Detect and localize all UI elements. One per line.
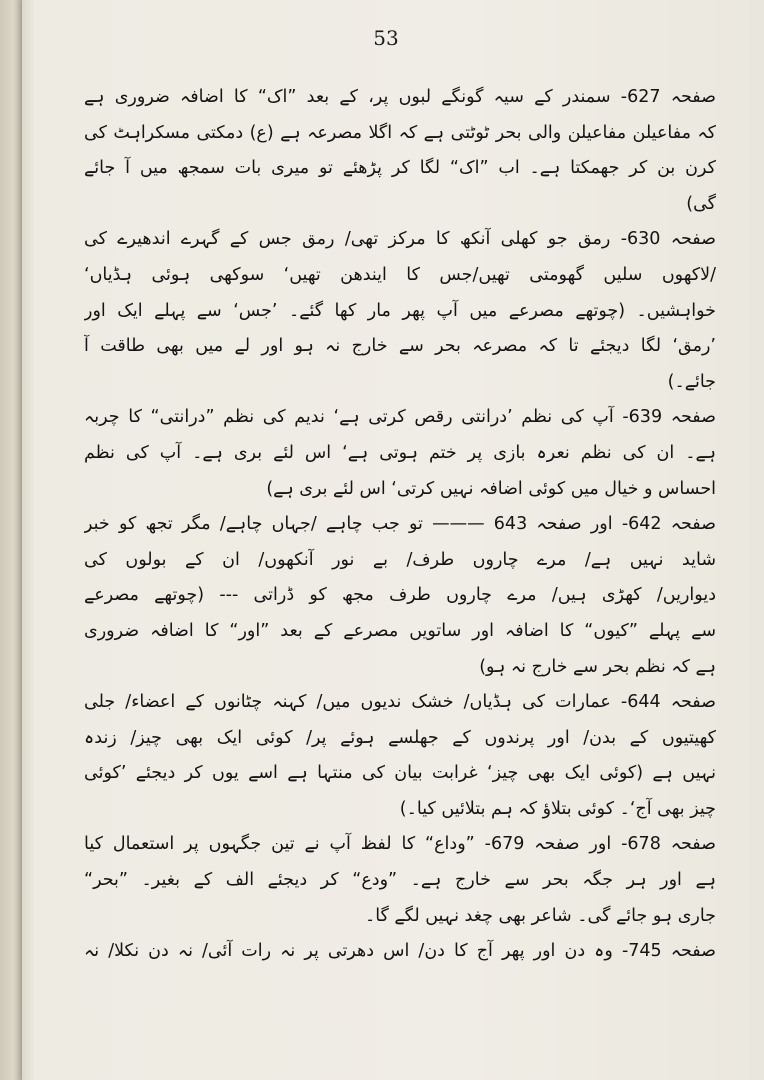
text-line: کرن بن کر جھمکتا ہے۔ اب ”اک“ لگا کر پڑھئے تو میری بات سمجھ میں آ جائے (84, 158, 716, 179)
book-gutter (0, 0, 22, 1080)
book-page (22, 0, 750, 1080)
text-line: ’رمق‘ لگا دیجئے تا کہ مصرعہ بحر سے خارج نہ ہو اور لے میں بھی طاقت آ (84, 336, 716, 357)
text-line: صفحہ 639- آپ کی نظم ’درانتی رقص کرتی ہے‘ ندیم کی نظم ”درانتی“ کا چربہ (84, 407, 716, 428)
text-line: کہ مفاعیلن مفاعیلن والی بحر ٹوٹتی ہے کہ اگلا مصرعہ ہے (ع) دمکتی مسکراہٹ کی (84, 122, 716, 143)
text-line: نہیں ہے (کوئی ایک بھی چیز‘ غرابت بیان کی منتہا ہے اسے یوں کر دیجئے ’کوئی (84, 763, 716, 784)
text-line: جائے۔) (667, 371, 716, 392)
text-line: ہے اور ہر جگہ بحر سے خارج ہے۔ ”ودع“ کر دیجئے الف کے بغیر۔ ”بحر“ (84, 870, 716, 891)
body-text (84, 80, 716, 970)
text-line: /لاکھوں سلیں گھومتی تھیں/جس کا ایندھن تھیں‘ سوکھی ہوئی ہڈیاں‘ (84, 264, 716, 285)
text-line: دیواریں/ کھڑی ہیں/ مرے چاروں طرف مجھ کو ڈراتی --- (چوتھے مصرعے (84, 585, 716, 606)
text-line: ہے کہ نظم بحر سے خارج نہ ہو) (479, 656, 716, 677)
text-line: سے پہلے ”کیوں“ کا اضافہ اور ساتویں مصرعے کے بعد ”اور“ کا اضافہ ضروری (84, 620, 716, 641)
text-line: صفحہ 642- اور صفحہ 643 ——— تو جب چاہے /جہاں چاہے/ مگر تجھ کو خبر (84, 514, 716, 535)
text-line: صفحہ 745- وہ دن اور پھر آج کا دن/ اس دھرتی پر نہ رات آئی/ نہ دن نکلا/ نہ (84, 941, 716, 962)
text-line: کھیتیوں کے بدن/ اور پرندوں کے جھلسے ہوئے پر/ کوئی ایک بھی چیز/ زندہ (84, 727, 716, 748)
text-line: صفحہ 644- عمارات کی ہڈیاں/ خشک ندیوں میں/ کہنہ چٹانوں کے اعضاء/ جلی (84, 692, 716, 713)
text-line: صفحہ 627- سمندر کے سیہ گونگے لبوں پر، کے بعد ”اک“ کا اضافہ ضروری ہے (84, 87, 716, 107)
text-line: ہے۔ ان کی نظم نعرہ بازی پر ختم ہوتی ہے‘ اس لئے بری ہے۔ آپ کی نظم (84, 442, 716, 463)
page-number: 53 (373, 26, 399, 50)
text-line: صفحہ 630- رمق جو کھلی آنکھ کا مرکز تھی/ رمق جس کے گہرے اندھیرے کی (84, 229, 716, 250)
text-line: خواہشیں۔ (چوتھے مصرعے میں آپ پھر مار کھا گئے۔ ’جس‘ سے پہلے ایک اور (84, 300, 716, 321)
text-line: صفحہ 678- اور صفحہ 679- ”وداع“ کا لفظ آپ نے تین جگہوں پر استعمال کیا (84, 834, 716, 855)
text-line: چیز بھی آج‘۔ کوئی بتلاؤ کہ ہم بتلائیں کیا۔) (399, 798, 716, 819)
text-line: گی) (686, 193, 716, 214)
text-line: احساس و خیال میں کوئی اضافہ نہیں کرتی‘ اس لئے بری ہے) (266, 478, 716, 499)
text-line: شاید نہیں ہے/ مرے چاروں طرف/ بے نور آنکھوں/ ان کے بولوں کی (84, 549, 716, 570)
text-line: جاری ہو جائے گی۔ شاعر بھی چغد نہیں لگے گا۔ (364, 905, 716, 926)
